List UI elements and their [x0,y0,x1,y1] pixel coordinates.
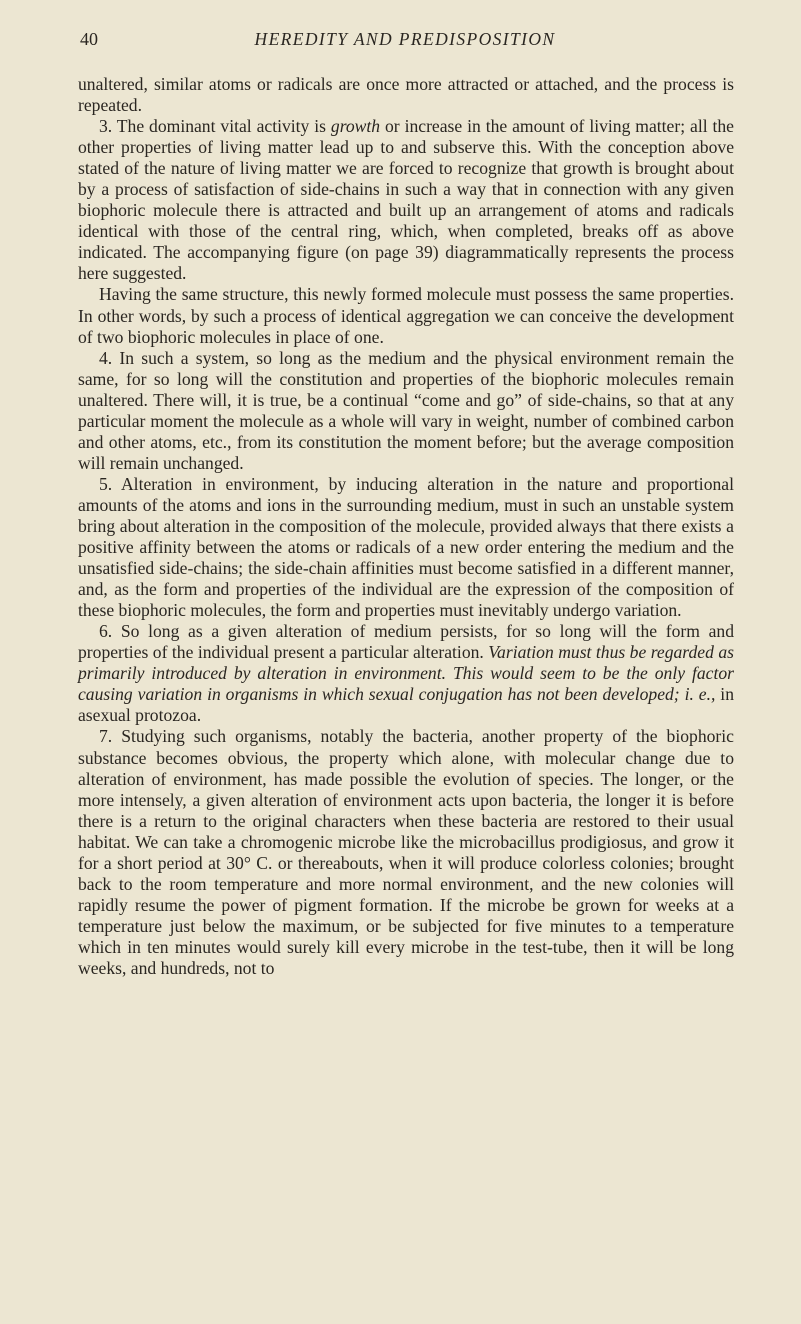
paragraph-3-emphasis: growth [330,116,381,137]
paragraph-3 [78,116,734,284]
paragraph-6-emphasis: Variation must thus be regarded as primarily introduced by alteration in environment. This would seem to be the only factor causing variation in organisms in which sexual conjugation has not been developed; i. e., [78,642,734,705]
paragraph-3-text-end: or increase in the amount of living matter; all the other properties of living matter lead up to and subserve this. With the conception above stated of the nature of living matter we are forced to recognize that growth is brought about by a process of satisfaction of side-chains in such a way that in connection with any given biophoric molecule there is attracted and built up an arrangement of atoms and radicals identical with those of the central ring, which, when completed, breaks off as above indicated. The accompanying figure (on page 39) diagrammatically represents the process here suggested. [78,116,734,284]
page-number: 40 [80,29,98,49]
paragraph-6-text-start: 6. So long as a given alteration of medium persists, for so long will the form and properties of the individual present a particular alteration. [78,621,734,663]
paragraph-6-text-end: in asexual protozoa. [78,684,734,726]
paragraph-3-text-start: 3. The dominant vital activity is [99,116,331,137]
paragraph-6 [78,621,734,726]
body-text [78,74,734,979]
paragraph-continued: unaltered, similar atoms or radicals are once more attracted or attached, and the process is repeated. [78,74,734,116]
paragraph-5: 5. Alteration in environment, by inducing alteration in the nature and proportional amounts of the atoms and ions in the surrounding medium, must in such an unstable system bring about alteration in the composition of the molecule, provided always that there exists a positive affinity between the atoms or radicals of a new order entering the medium and the unsatisfied side-chains; the side-chain affinities must become satisfied in a different manner, and, as the form and properties of the individual are the expression of the composition of these biophoric molecules, the form and properties must inevitably undergo variation. [78,473,734,621]
running-title: HEREDITY AND PREDISPOSITION [254,29,556,49]
paragraph-7: 7. Studying such organisms, notably the bacteria, another property of the biophoric substance becomes obvious, the property which alone, with molecular change due to alteration of environment, has made possible the evolution of species. The longer, or the more intensely, a given alteration of environment acts upon bacteria, the longer it is before there is a return to the original characters when these bacteria are restored to their usual habitat. We can take a chromogenic microbe like the microbacillus prodigiosus, and grow it for a short period at 30° C. or thereabouts, when it will produce colorless colonies; brought back to the room temperature and more normal environment, and the new colonies will rapidly resume the power of pigment formation. If the microbe be grown for weeks at a temperature just below the maximum, or be subjected for five minutes to a temperature which in ten minutes would surely kill every microbe in the test-tube, then it will be long weeks, and hundreds, not to [78,726,734,978]
page-header [80,29,730,55]
paragraph-3-continued: Having the same structure, this newly formed molecule must possess the same properties. In other words, by such a process of identical aggregation we can conceive the development of two biophoric molecules in place of one. [78,284,734,347]
paragraph-4: 4. In such a system, so long as the medium and the physical environment remain the same, for so long will the constitution and properties of the biophoric molecules remain unaltered. There will, it is true, be a continual “come and go” of side-chains, so that at any particular moment the molecule as a whole will vary in weight, number of combined carbon and other atoms, etc., from its constitution the moment before; but the average composition will remain unchanged. [78,347,734,473]
